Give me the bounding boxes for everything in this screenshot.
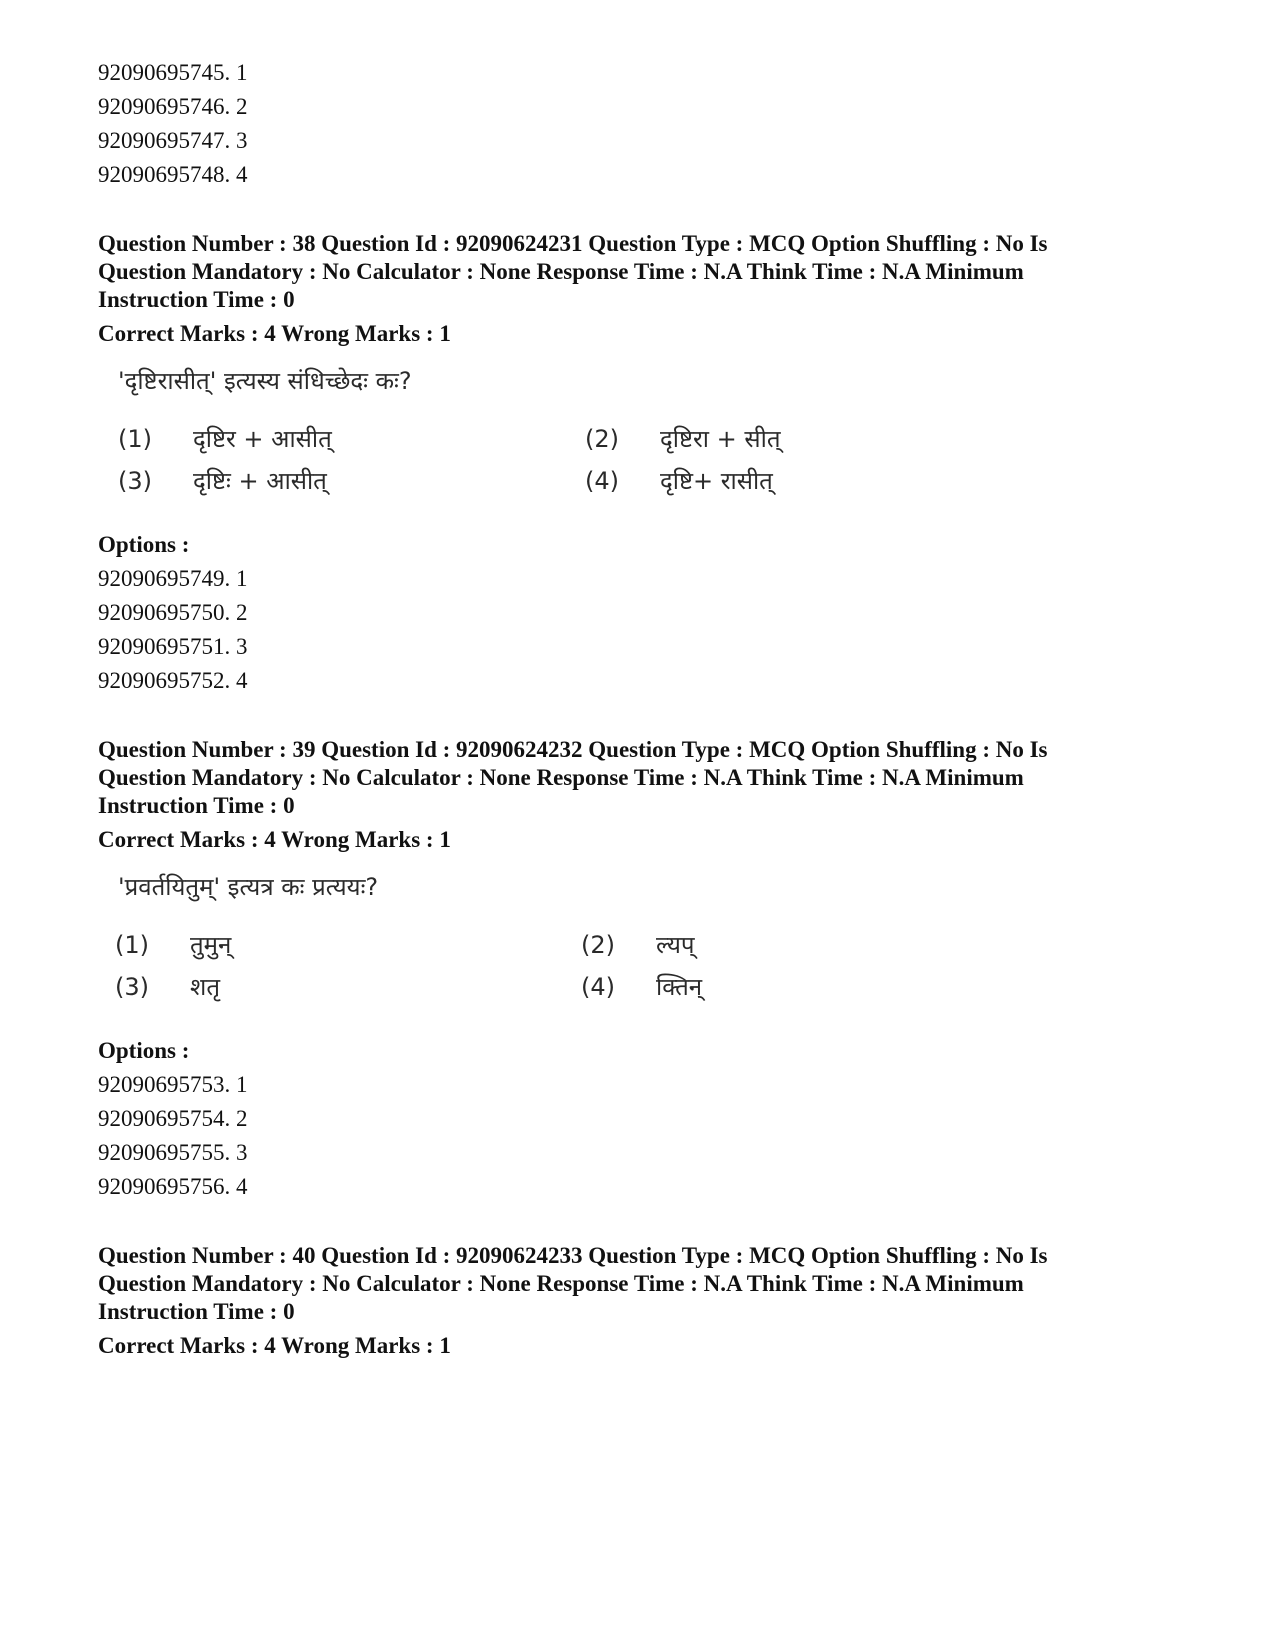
choice-4 bbox=[581, 970, 702, 1003]
option-line: 92090695756. 4 bbox=[98, 1174, 248, 1199]
question-header-line: Question Number : 38 Question Id : 92090624231 Question Type : MCQ Option Shuffling : No Is bbox=[98, 231, 1048, 256]
question-header-line: Question Number : 40 Question Id : 92090624233 Question Type : MCQ Option Shuffling : No Is bbox=[98, 1243, 1048, 1268]
option-line: 92090695753. 1 bbox=[98, 1072, 248, 1097]
question-header-line: Instruction Time : 0 bbox=[98, 287, 295, 312]
question-header bbox=[98, 1242, 1188, 1326]
option-line: 92090695747. 3 bbox=[98, 128, 248, 153]
question-block-38 bbox=[98, 230, 1188, 698]
choice-1 bbox=[115, 928, 231, 961]
option-line: 92090695751. 3 bbox=[98, 634, 248, 659]
question-marks: Correct Marks : 4 Wrong Marks : 1 bbox=[98, 1333, 451, 1358]
choice-text: क्तिन् bbox=[656, 973, 703, 1001]
choice-text: दृष्टिरा + सीत् bbox=[660, 425, 781, 453]
choice-text: तुमुन् bbox=[190, 931, 232, 959]
choice-number: (1) bbox=[118, 425, 152, 453]
question-header bbox=[98, 230, 1188, 314]
question-header-line: Instruction Time : 0 bbox=[98, 793, 295, 818]
choice-3 bbox=[118, 464, 327, 497]
question-header-line: Question Number : 39 Question Id : 92090624232 Question Type : MCQ Option Shuffling : No Is bbox=[98, 737, 1048, 762]
question-header-line: Question Mandatory : No Calculator : None Response Time : N.A Think Time : N.A Minimum bbox=[98, 1271, 1024, 1296]
choice-number: (4) bbox=[581, 973, 615, 1001]
question-content bbox=[118, 348, 1188, 528]
option-line: 92090695748. 4 bbox=[98, 162, 248, 187]
question-content bbox=[115, 854, 1188, 1034]
choice-number: (2) bbox=[585, 425, 619, 453]
document-page bbox=[98, 56, 1188, 1360]
question-marks: Correct Marks : 4 Wrong Marks : 1 bbox=[98, 827, 451, 852]
choice-text: ल्यप् bbox=[656, 931, 695, 959]
choice-3 bbox=[115, 970, 220, 1003]
option-line: 92090695752. 4 bbox=[98, 668, 248, 693]
options-list bbox=[98, 1068, 1188, 1204]
choice-text: दृष्टि+ रासीत् bbox=[660, 467, 773, 495]
option-line: 92090695755. 3 bbox=[98, 1140, 248, 1165]
choice-number: (1) bbox=[115, 931, 149, 959]
question-header bbox=[98, 736, 1188, 820]
choice-2 bbox=[581, 928, 695, 961]
previous-options-list bbox=[98, 56, 1188, 192]
options-label: Options : bbox=[98, 532, 190, 557]
option-line: 92090695749. 1 bbox=[98, 566, 248, 591]
question-block-39 bbox=[98, 736, 1188, 1204]
question-block-40 bbox=[98, 1242, 1188, 1360]
question-marks: Correct Marks : 4 Wrong Marks : 1 bbox=[98, 321, 451, 346]
choice-text: दृष्टिर + आसीत् bbox=[193, 425, 332, 453]
question-stem: 'प्रवर्तयितुम्' इत्यत्र कः प्रत्ययः? bbox=[118, 873, 379, 901]
option-line: 92090695745. 1 bbox=[98, 60, 248, 85]
option-line: 92090695754. 2 bbox=[98, 1106, 248, 1131]
choice-2 bbox=[585, 422, 781, 455]
question-header-line: Question Mandatory : No Calculator : None Response Time : N.A Think Time : N.A Minimum bbox=[98, 259, 1024, 284]
choice-number: (2) bbox=[581, 931, 615, 959]
question-header-line: Instruction Time : 0 bbox=[98, 1299, 295, 1324]
choice-number: (3) bbox=[118, 467, 152, 495]
option-line: 92090695746. 2 bbox=[98, 94, 248, 119]
choice-4 bbox=[585, 464, 773, 497]
choice-1 bbox=[118, 422, 332, 455]
choice-number: (4) bbox=[585, 467, 619, 495]
question-header-line: Question Mandatory : No Calculator : None Response Time : N.A Think Time : N.A Minimum bbox=[98, 765, 1024, 790]
choice-text: दृष्टिः + आसीत् bbox=[193, 467, 327, 495]
choice-text: शतृ bbox=[190, 973, 220, 1001]
option-line: 92090695750. 2 bbox=[98, 600, 248, 625]
question-stem: 'दृष्टिरासीत्' इत्यस्य संधिच्छेदः कः? bbox=[118, 367, 412, 395]
choice-number: (3) bbox=[115, 973, 149, 1001]
options-list bbox=[98, 562, 1188, 698]
options-label: Options : bbox=[98, 1038, 190, 1063]
